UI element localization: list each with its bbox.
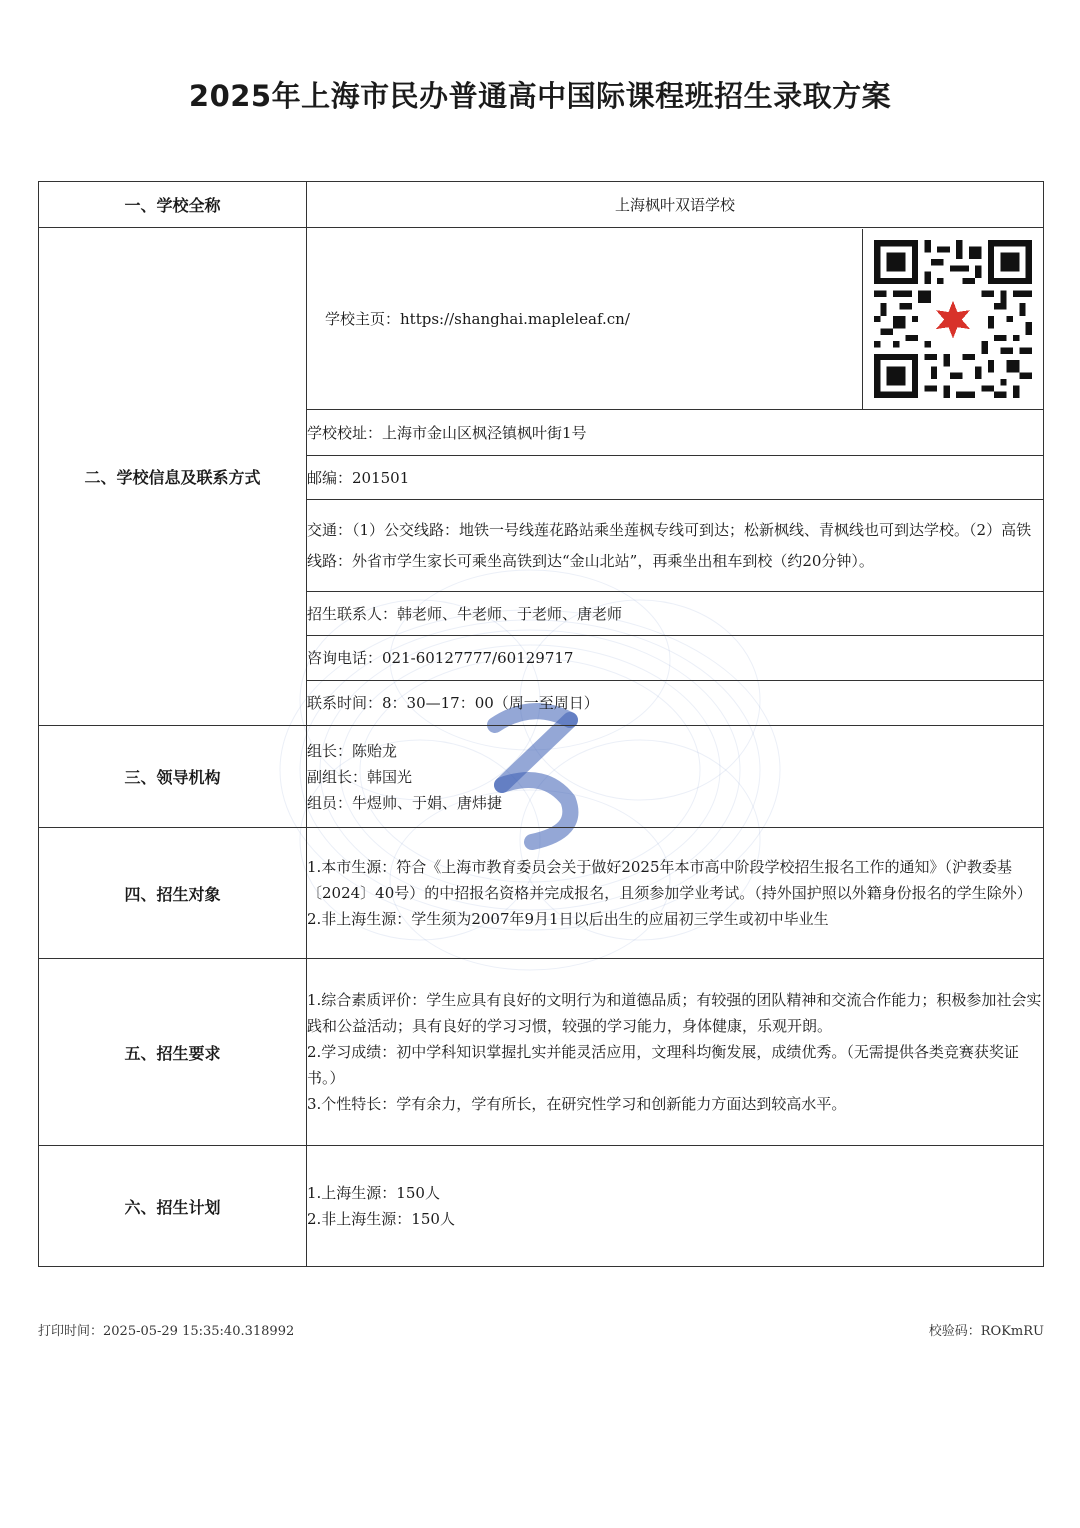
members-line: 组员：牛煜帅、于娟、唐炜捷 bbox=[307, 793, 503, 812]
postcode-value: 邮编：201501 bbox=[307, 456, 1044, 500]
row-target bbox=[39, 828, 1044, 959]
print-time: 打印时间：2025-05-29 15:35:40.318992 bbox=[38, 1324, 295, 1339]
check-code: 校验码：ROKmRU bbox=[928, 1324, 1044, 1339]
label-school-info: 二、学校信息及联系方式 bbox=[39, 228, 307, 726]
school-name-value: 上海枫叶双语学校 bbox=[307, 182, 1044, 228]
row-requirements bbox=[39, 959, 1044, 1146]
row-homepage bbox=[39, 228, 1044, 410]
row-plan bbox=[39, 1146, 1044, 1267]
target-nonlocal: 2.非上海生源：学生须为2007年9月1日以后出生的应届初三学生或初中毕业生 bbox=[307, 910, 829, 928]
label-school-name: 一、学校全称 bbox=[39, 182, 307, 228]
label-plan: 六、招生计划 bbox=[39, 1146, 307, 1267]
label-target: 四、招生对象 bbox=[39, 828, 307, 959]
row-school-name bbox=[39, 182, 1044, 228]
row-leadership bbox=[39, 726, 1044, 828]
requirement-talent: 3.个性特长：学有余力，学有所长，在研究性学习和创新能力方面达到较高水平。 bbox=[307, 1095, 847, 1113]
label-requirements: 五、招生要求 bbox=[39, 959, 307, 1146]
document-title: 2025年上海市民办普通高中国际课程班招生录取方案 bbox=[188, 79, 892, 113]
contacts-value: 招生联系人：韩老师、牛老师、于老师、唐老师 bbox=[307, 592, 1044, 636]
phone-value[interactable]: 咨询电话：021-60127777/60129717 bbox=[307, 636, 1044, 681]
transport-value: 交通：（1）公交线路：地铁一号线莲花路站乘坐莲枫专线可到达；松新枫线、青枫线也可到达学校。（2）高铁线路：外省市学生家长可乘坐高铁到达“金山北站”，再乘坐出租车到校（约20分钟）。 bbox=[307, 500, 1044, 592]
plan-local: 1.上海生源：150人 bbox=[307, 1184, 440, 1202]
target-local: 1.本市生源：符合《上海市教育委员会关于做好2025年本市高中阶段学校招生报名工作的通知》（沪教委基〔2024〕40号）的中招报名资格并完成报名，且须参加学业考试。（持外国护照以外籍身份报名的学生除外） bbox=[307, 858, 1032, 902]
qr-code-icon[interactable] bbox=[874, 240, 1032, 398]
hours-value: 联系时间：8：30—17：00（周一至周日） bbox=[307, 681, 1044, 726]
homepage-link[interactable]: 学校主页：https://shanghai.mapleleaf.cn/ bbox=[325, 310, 630, 328]
plan-nonlocal: 2.非上海生源：150人 bbox=[307, 1210, 455, 1228]
address-value: 学校校址：上海市金山区枫泾镇枫叶街1号 bbox=[307, 410, 1044, 456]
admission-table bbox=[38, 181, 1044, 1267]
requirement-quality: 1.综合素质评价：学生应具有良好的文明行为和道德品质；有较强的团队精神和交流合作能力；积极参加社会实践和公益活动；具有良好的学习习惯，较强的学习能力，身体健康，乐观开朗。 bbox=[307, 991, 1042, 1035]
label-leadership: 三、领导机构 bbox=[39, 726, 307, 828]
leader-line: 组长：陈贻龙 bbox=[307, 741, 398, 760]
deputy-leader-line: 副组长：韩国光 bbox=[307, 767, 413, 786]
requirement-grades: 2.学习成绩：初中学科知识掌握扎实并能灵活应用，文理科均衡发展，成绩优秀。（无需提供各类竞赛获奖证书。） bbox=[307, 1043, 1019, 1087]
